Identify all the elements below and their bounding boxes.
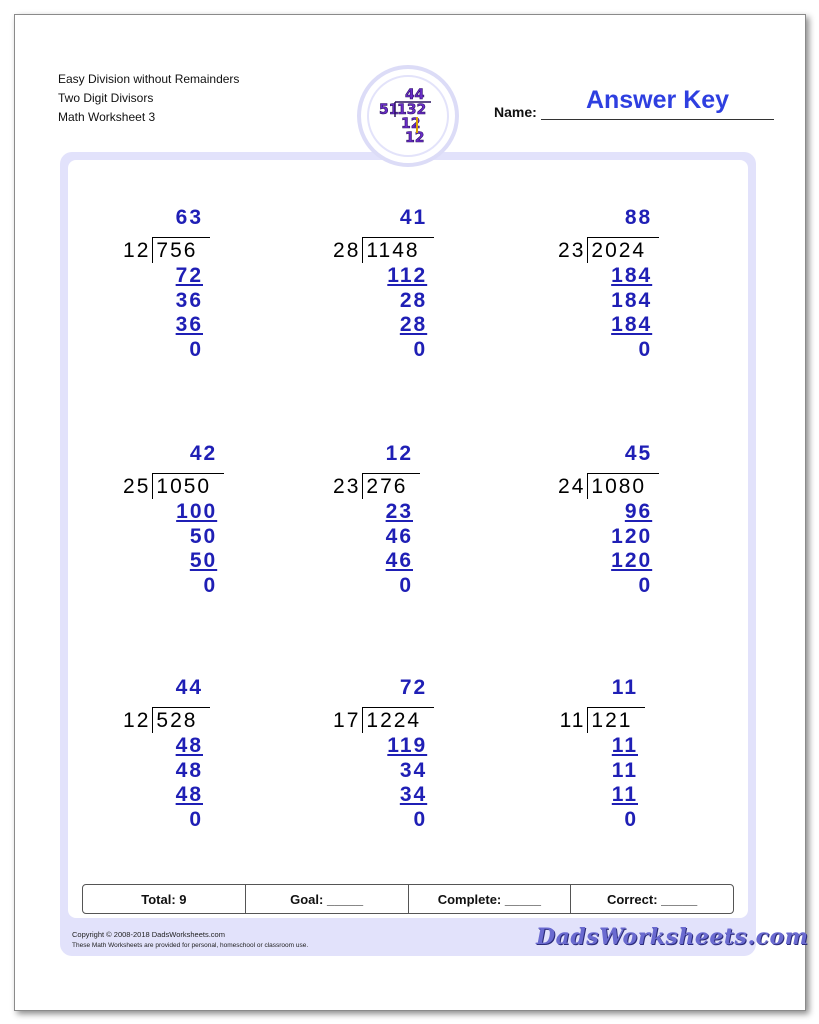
svg-text:44: 44 — [405, 87, 425, 103]
score-table — [82, 884, 734, 914]
work-step: 11 — [611, 758, 638, 782]
work-step: 184 — [611, 313, 653, 336]
work-step: 48 — [175, 734, 203, 757]
dividend: 1080 — [591, 475, 647, 498]
division-problem — [120, 676, 320, 856]
long-division-logo-icon — [357, 65, 459, 167]
svg-text:12: 12 — [401, 116, 421, 132]
division-problem — [330, 442, 530, 622]
division-problem — [555, 676, 755, 856]
work-step: 184 — [611, 288, 653, 312]
quotient: 72 — [399, 676, 428, 699]
brand-logo: DadsWorksheets.com — [536, 924, 809, 950]
name-line — [541, 119, 774, 120]
work-step: 34 — [399, 758, 428, 782]
answer-key-text: Answer Key — [585, 86, 730, 114]
work-step: 36 — [175, 288, 203, 312]
remainder: 0 — [189, 807, 203, 831]
total-cell: Total: 9 — [83, 885, 246, 913]
remainder: 0 — [638, 337, 653, 361]
work-step: 120 — [611, 549, 653, 572]
dividend: 756 — [156, 239, 198, 262]
quotient: 88 — [624, 206, 653, 229]
divisor: 28 — [333, 239, 361, 262]
name-label: Name: — [494, 104, 537, 120]
svg-text:132: 132 — [397, 102, 427, 118]
work-step: 184 — [611, 264, 653, 287]
work-step: 112 — [387, 264, 428, 287]
work-step: 48 — [175, 758, 203, 782]
work-step: 48 — [175, 783, 203, 806]
dividend: 1050 — [156, 475, 212, 498]
copyright-text: Copyright © 2008-2018 DadsWorksheets.com — [72, 930, 225, 939]
divisor: 12 — [123, 239, 151, 262]
work-step: 28 — [399, 288, 428, 312]
remainder: 0 — [189, 337, 203, 361]
division-problem — [330, 206, 530, 386]
dividend: 276 — [366, 475, 408, 498]
divisor: 23 — [333, 475, 361, 498]
work-step: 46 — [385, 549, 413, 572]
work-step: 34 — [399, 783, 428, 806]
divisor: 12 — [123, 709, 151, 732]
divisor: 23 — [558, 239, 586, 262]
dividend: 1148 — [366, 239, 420, 262]
quotient: 63 — [175, 206, 203, 229]
work-step: 11 — [611, 783, 638, 806]
divisor: 25 — [123, 475, 151, 498]
remainder: 0 — [203, 573, 218, 597]
divisor: 11 — [559, 709, 586, 732]
work-step: 119 — [387, 734, 428, 757]
dividend: 528 — [156, 709, 198, 732]
quotient: 45 — [624, 442, 653, 465]
work-step: 36 — [175, 313, 203, 336]
division-problem — [120, 206, 320, 386]
dividend: 1224 — [366, 709, 422, 732]
quotient: 44 — [175, 676, 203, 699]
work-step: 46 — [385, 524, 413, 548]
quotient: 42 — [189, 442, 218, 465]
divisor: 24 — [558, 475, 586, 498]
division-problem — [555, 206, 755, 386]
worksheet-subtitle: Two Digit Divisors — [58, 91, 154, 105]
work-step: 96 — [624, 500, 653, 523]
quotient: 12 — [385, 442, 413, 465]
remainder: 0 — [624, 807, 638, 831]
work-step: 23 — [385, 500, 413, 523]
usage-text: These Math Worksheets are provided for personal, homeschool or classroom use. — [72, 942, 309, 949]
work-step: 120 — [611, 524, 653, 548]
work-step: 50 — [189, 549, 218, 572]
division-problem — [330, 676, 530, 856]
svg-text:51: 51 — [379, 102, 399, 118]
remainder: 0 — [413, 807, 428, 831]
division-problem — [555, 442, 755, 622]
work-step: 72 — [175, 264, 203, 287]
goal-cell: Goal: _____ — [246, 885, 409, 913]
divisor: 17 — [333, 709, 361, 732]
dividend: 121 — [591, 709, 633, 732]
quotient: 11 — [611, 676, 638, 699]
worksheet-title: Easy Division without Remainders — [58, 72, 240, 86]
work-step: 100 — [176, 500, 218, 523]
work-step: 11 — [611, 734, 638, 757]
quotient: 41 — [399, 206, 428, 229]
remainder: 0 — [413, 337, 428, 361]
remainder: 0 — [638, 573, 653, 597]
division-problem — [120, 442, 320, 622]
complete-cell: Complete: _____ — [409, 885, 572, 913]
worksheet-number: Math Worksheet 3 — [58, 110, 156, 124]
dividend: 2024 — [591, 239, 647, 262]
work-step: 50 — [189, 524, 218, 548]
remainder: 0 — [399, 573, 413, 597]
correct-cell: Correct: _____ — [606, 891, 698, 907]
svg-text:12: 12 — [405, 130, 425, 146]
work-step: 28 — [399, 313, 428, 336]
